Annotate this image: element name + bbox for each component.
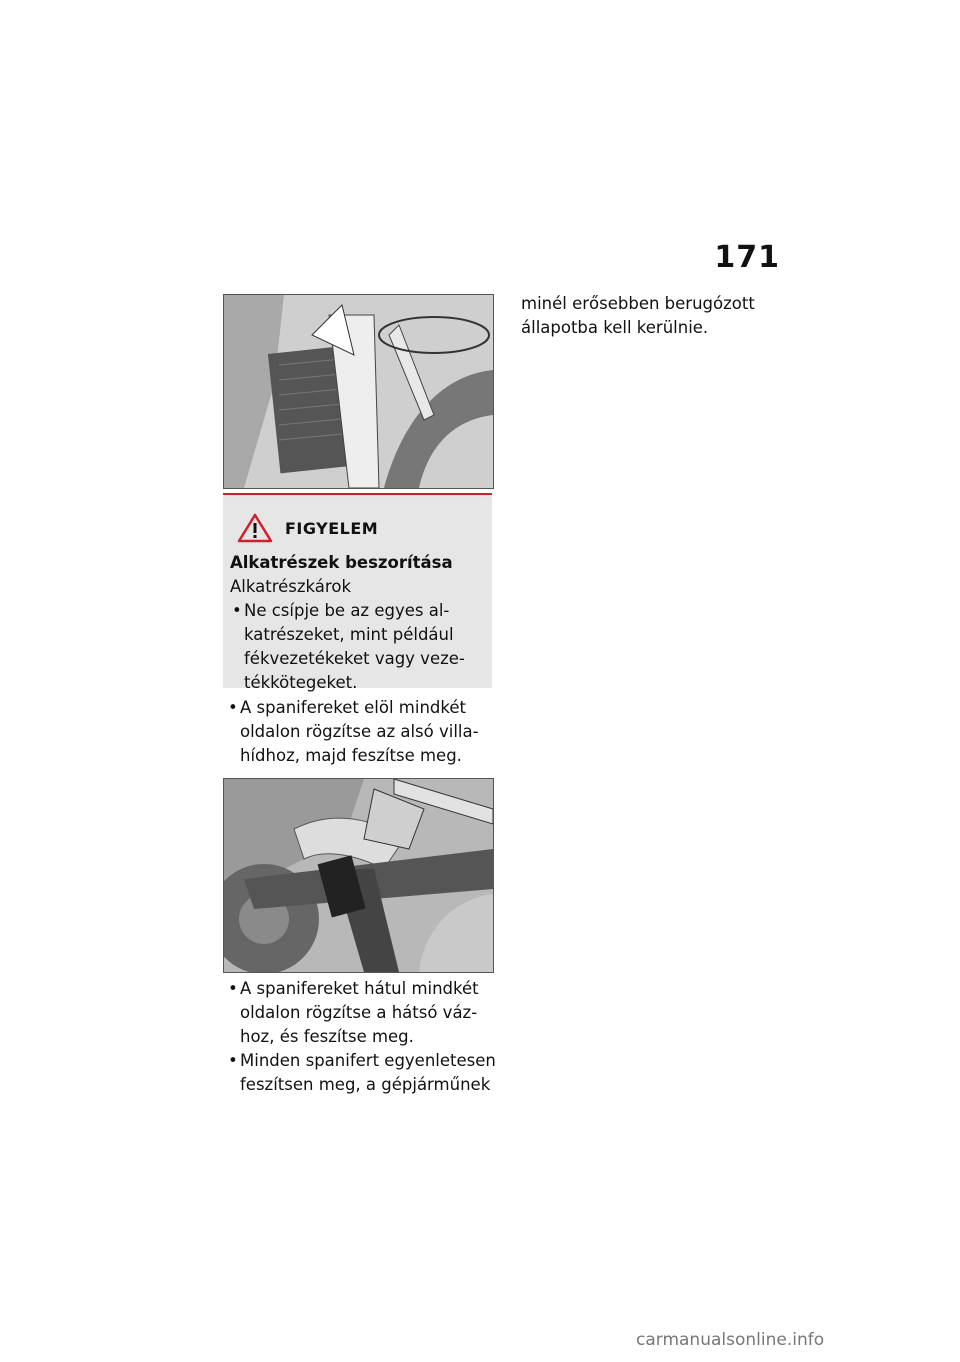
warning-title: FIGYELEM: [285, 518, 379, 538]
step-line: feszítsen meg, a gépjárműnek: [240, 1075, 491, 1094]
step-line: A spanifereket elöl mindkét: [240, 698, 466, 717]
step-line: oldalon rögzítse a hátsó váz-: [240, 1003, 478, 1022]
step-line: A spanifereket hátul mindkét: [240, 979, 479, 998]
page-number: 171: [714, 240, 780, 275]
warning-divider: [223, 493, 492, 495]
warning-line: Ne csípje be az egyes al-: [244, 601, 450, 620]
continuation-line: minél erősebben berugózott: [521, 294, 755, 313]
step-line: hoz, és feszítse meg.: [240, 1027, 414, 1046]
step-line: Minden spanifert egyenletesen: [240, 1051, 496, 1070]
warning-line: tékkötegeket.: [244, 673, 358, 692]
rear-strap-photo: [223, 778, 494, 973]
warning-bullet: •: [232, 601, 242, 620]
step-bullet: •: [228, 698, 238, 717]
front-strap-photo: [223, 294, 494, 489]
step-bullet: •: [228, 1051, 238, 1070]
warning-line: fékvezetékeket vagy veze-: [244, 649, 465, 668]
warning-subheading: Alkatrészkárok: [230, 577, 351, 596]
warning-box: [223, 493, 492, 692]
warning-line: katrészeket, mint például: [244, 625, 454, 644]
step-line: hídhoz, majd feszítse meg.: [240, 746, 462, 765]
warning-heading: Alkatrészek beszorítása: [230, 553, 453, 572]
warning-triangle-icon: [237, 513, 273, 543]
step-bullet: •: [228, 979, 238, 998]
step-line: oldalon rögzítse az alsó villa-: [240, 722, 479, 741]
continuation-line: állapotba kell kerülnie.: [521, 318, 709, 337]
watermark: carmanualsonline.info: [636, 1330, 825, 1350]
